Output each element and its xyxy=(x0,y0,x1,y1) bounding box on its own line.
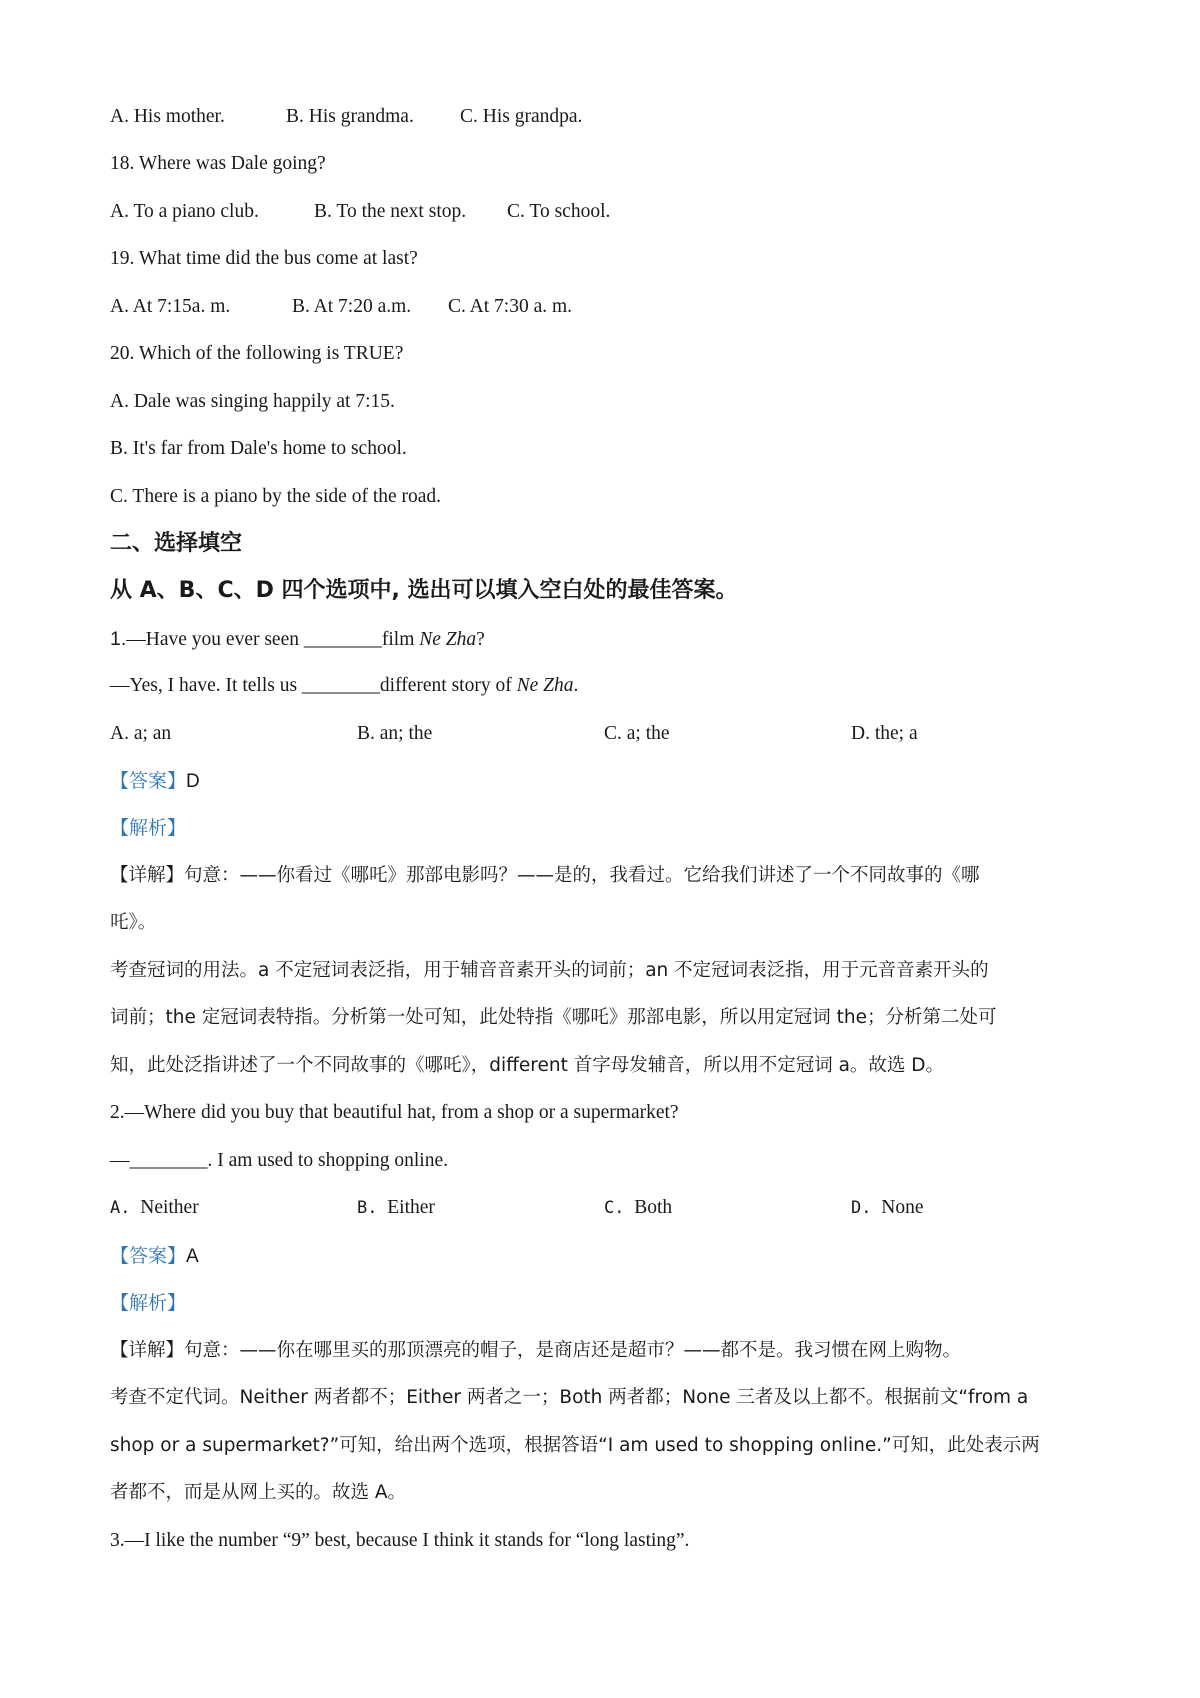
item2-option-b-letter: B. xyxy=(357,1198,378,1218)
item2-answer-value: A xyxy=(186,1246,199,1267)
item1-detail-line1: 【详解】句意：——你看过《哪吒》那部电影吗？——是的，我看过。它给我们讲述了一个不同故事的《哪 xyxy=(110,865,980,886)
item1-analysis-tag: 【解析】 xyxy=(110,817,187,839)
item2-option-c-letter: C. xyxy=(604,1198,625,1218)
section-instruction: 从 A、B、C、D 四个选项中, 选出可以填入空白处的最佳答案。 xyxy=(110,578,738,603)
item2-reply: —________. I am used to shopping online. xyxy=(110,1150,448,1171)
item2-explanation-line3: 者都不，而是从网上买的。故选 A。 xyxy=(110,1482,407,1503)
item1-answer-tag: 【答案】 xyxy=(110,770,187,792)
q20-option-c: C. There is a piano by the side of the road. xyxy=(110,486,442,507)
q17-option-b: B. His grandma. xyxy=(286,106,414,127)
item1-number: 1. xyxy=(110,628,127,650)
item1-analysis xyxy=(110,813,1100,844)
item1-reply-film-title: Ne Zha xyxy=(516,675,574,696)
item2-option-a-letter: A. xyxy=(110,1198,131,1218)
item2-option-b-text: Either xyxy=(387,1197,435,1218)
q19-option-b: B. At 7:20 a.m. xyxy=(292,296,412,317)
item1-detail-line2: 吒》。 xyxy=(110,912,157,933)
q20-option-a: A. Dale was singing happily at 7:15. xyxy=(110,391,395,412)
item1-explanation-line2: 词前；the 定冠词表特指。分析第一处可知，此处特指《哪吒》那部电影，所以用定冠词 the；分析第二处可 xyxy=(110,1007,997,1028)
item1-answer xyxy=(110,766,1100,797)
q19-option-c: C. At 7:30 a. m. xyxy=(448,296,573,317)
section-title: 二、选择填空 xyxy=(110,531,243,556)
item1-reply xyxy=(110,671,1100,701)
q17-option-a: A. His mother. xyxy=(110,106,225,127)
item3-stem: 3.—I like the number “9” best, because I think it stands for “long lasting”. xyxy=(110,1530,690,1551)
item2-option-a xyxy=(110,1193,199,1223)
item1-stem-text: —Have you ever seen ________film xyxy=(126,629,420,650)
item2-option-c xyxy=(604,1193,672,1223)
item1-stem-film-title: Ne Zha xyxy=(419,629,477,650)
item2-answer-tag: 【答案】 xyxy=(110,1245,187,1267)
q18-option-a: A. To a piano club. xyxy=(110,201,259,222)
q20-option-b: B. It's far from Dale's home to school. xyxy=(110,438,407,459)
q18-option-c: C. To school. xyxy=(507,201,611,222)
item2-analysis xyxy=(110,1288,1100,1319)
item1-stem-end: ? xyxy=(476,629,485,650)
item1-stem xyxy=(110,624,1100,655)
item2-detail-line1: 【详解】句意：——你在哪里买的那顶漂亮的帽子，是商店还是超市？——都不是。我习惯在网上购物。 xyxy=(110,1340,962,1361)
item2-analysis-tag: 【解析】 xyxy=(110,1292,187,1314)
q20-stem: 20. Which of the following is TRUE? xyxy=(110,343,404,364)
item1-reply-end: . xyxy=(573,675,579,696)
item2-stem: 2.—Where did you buy that beautiful hat, from a shop or a supermarket? xyxy=(110,1102,679,1123)
item2-option-d xyxy=(851,1193,923,1223)
item1-reply-text: —Yes, I have. It tells us ________different story of xyxy=(110,675,517,696)
item2-option-a-text: Neither xyxy=(140,1197,199,1218)
item2-option-d-text: None xyxy=(881,1197,924,1218)
item1-answer-value: D xyxy=(186,771,200,792)
q17-option-c: C. His grandpa. xyxy=(460,106,583,127)
item2-option-d-letter: D. xyxy=(851,1198,872,1218)
item2-option-c-text: Both xyxy=(634,1197,673,1218)
item1-explanation-line1: 考查冠词的用法。a 不定冠词表泛指，用于辅音音素开头的词前；an 不定冠词表泛指，用于元音音素开头的 xyxy=(110,960,989,981)
q18-option-b: B. To the next stop. xyxy=(314,201,467,222)
item1-option-d: D. the; a xyxy=(851,723,918,744)
item2-option-b xyxy=(357,1193,435,1223)
item1-option-c: C. a; the xyxy=(604,723,670,744)
item1-option-a: A. a; an xyxy=(110,723,172,744)
q18-stem: 18. Where was Dale going? xyxy=(110,153,326,174)
q19-option-a: A. At 7:15a. m. xyxy=(110,296,231,317)
item1-option-b: B. an; the xyxy=(357,723,433,744)
item1-explanation-line3: 知，此处泛指讲述了一个不同故事的《哪吒》，different 首字母发辅音，所以用不定冠词 a。故选 D。 xyxy=(110,1055,945,1076)
item2-answer xyxy=(110,1241,1100,1272)
q19-stem: 19. What time did the bus come at last? xyxy=(110,248,418,269)
item2-explanation-line1: 考查不定代词。Neither 两者都不；Either 两者之一；Both 两者都；None 三者及以上都不。根据前文“from a xyxy=(110,1387,1029,1408)
item2-explanation-line2: shop or a supermarket?”可知，给出两个选项，根据答语“I am used to shopping online.”可知，此处表示两 xyxy=(110,1435,1040,1456)
